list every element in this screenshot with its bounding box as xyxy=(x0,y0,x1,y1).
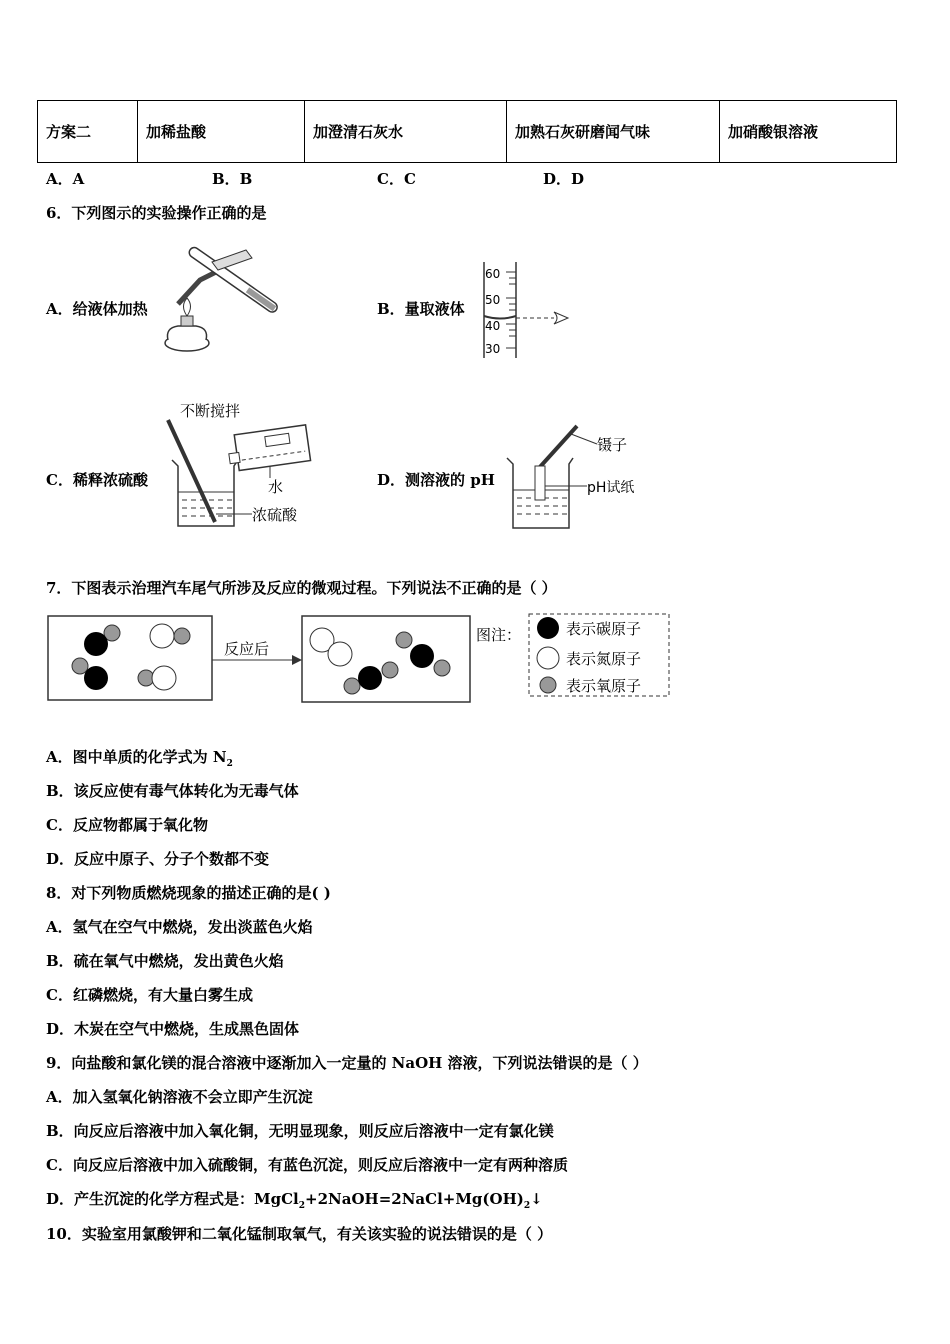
q9-option-d-text: D．产生沉淀的化学方程式是：MgCl xyxy=(46,1190,299,1208)
eye-icon xyxy=(554,312,568,324)
dilute-acid-figure xyxy=(160,400,340,535)
measuring-cylinder-figure xyxy=(476,260,576,360)
q8-option-d: D．木炭在空气中燃烧，生成黑色固体 xyxy=(46,1020,300,1038)
subscript: 2 xyxy=(298,1201,306,1211)
q7-option-b: B．该反应使有毒气体转化为无毒气体 xyxy=(46,782,299,800)
carbon-atom-icon xyxy=(537,617,559,639)
precipitate-arrow: ↓ xyxy=(530,1190,543,1208)
q9-option-c: C．向反应后溶液中加入硫酸铜，有蓝色沉淀，则反应后溶液中一定有两种溶质 xyxy=(46,1156,568,1174)
q8-stem: 8．对下列物质燃烧现象的描述正确的是( ) xyxy=(46,884,331,902)
q5-option-a: A．A xyxy=(46,170,85,188)
q6-option-a: A．给液体加热 xyxy=(46,300,148,318)
ph-paper-label: pH试纸 xyxy=(587,480,635,496)
q7-option-a-text: A．图中单质的化学式为 N xyxy=(46,748,227,766)
nitrogen-atom-icon xyxy=(537,647,559,669)
q9-option-d-text: +2NaOH=2NaCl+Mg(OH) xyxy=(305,1190,524,1208)
acid-label: 浓硫酸 xyxy=(252,506,298,524)
table-row xyxy=(38,101,897,163)
q10-stem: 10．实验室用氯酸钾和二氧化锰制取氧气，有关该实验的说法错误的是（ ） xyxy=(46,1225,553,1243)
heating-liquid-figure xyxy=(160,240,280,360)
tick-label: 60 xyxy=(485,267,501,281)
oxygen-atom-icon xyxy=(540,677,556,693)
q6-stem: 6．下列图示的实验操作正确的是 xyxy=(46,204,267,222)
q8-option-b: B．硫在氧气中燃烧，发出黄色火焰 xyxy=(46,952,284,970)
q5-option-b: B．B xyxy=(212,170,253,188)
q5-option-d: D．D xyxy=(543,170,585,188)
q7-option-c: C．反应物都属于氧化物 xyxy=(46,816,208,834)
ph-test-figure xyxy=(505,420,650,535)
q7-stem: 7．下图表示治理汽车尾气所涉及反应的微观过程。下列说法不正确的是（ ） xyxy=(46,579,557,597)
q8-option-a: A．氢气在空气中燃烧，发出淡蓝色火焰 xyxy=(46,918,313,936)
q8-option-c: C．红磷燃烧，有大量白雾生成 xyxy=(46,986,253,1004)
q7-option-d: D．反应中原子、分子个数都不变 xyxy=(46,850,270,868)
table-cell: 加稀盐酸 xyxy=(138,101,305,163)
stir-label: 不断搅拌 xyxy=(180,402,241,420)
table-cell: 加澄清石灰水 xyxy=(305,101,507,163)
tick-label: 50 xyxy=(485,293,501,307)
q7-option-a xyxy=(46,746,233,769)
table-cell: 加熟石灰研磨闻气味 xyxy=(507,101,720,163)
subscript: 2 xyxy=(523,1201,531,1211)
q5-option-c: C．C xyxy=(377,170,416,188)
reaction-diagram xyxy=(46,610,676,705)
water-label: 水 xyxy=(268,478,284,496)
q9-option-a: A．加入氢氧化钠溶液不会立即产生沉淀 xyxy=(46,1088,313,1106)
legend-oxygen: 表示氧原子 xyxy=(566,677,642,695)
plan-table xyxy=(37,100,897,163)
q9-option-b: B．向反应后溶液中加入氧化铜，无明显现象，则反应后溶液中一定有氯化镁 xyxy=(46,1122,554,1140)
q6-option-c: C．稀释浓硫酸 xyxy=(46,471,148,489)
table-cell: 方案二 xyxy=(38,101,138,163)
tweezers-label: 镊子 xyxy=(597,436,628,454)
q6-option-b: B．量取液体 xyxy=(377,300,465,318)
subscript: 2 xyxy=(226,759,233,769)
q9-stem: 9．向盐酸和氯化镁的混合溶液中逐渐加入一定量的 NaOH 溶液，下列说法错误的是（ ） xyxy=(46,1054,648,1072)
tick-label: 40 xyxy=(485,319,501,333)
tick-label: 30 xyxy=(485,342,501,356)
q9-option-d xyxy=(46,1188,543,1211)
table-cell: 加硝酸银溶液 xyxy=(720,101,897,163)
legend-carbon: 表示碳原子 xyxy=(566,620,642,638)
q6-option-d: D．测溶液的 pH xyxy=(377,471,495,489)
legend-nitrogen: 表示氮原子 xyxy=(566,650,642,668)
legend-title: 图注： xyxy=(476,626,522,644)
arrow-label: 反应后 xyxy=(224,640,270,658)
